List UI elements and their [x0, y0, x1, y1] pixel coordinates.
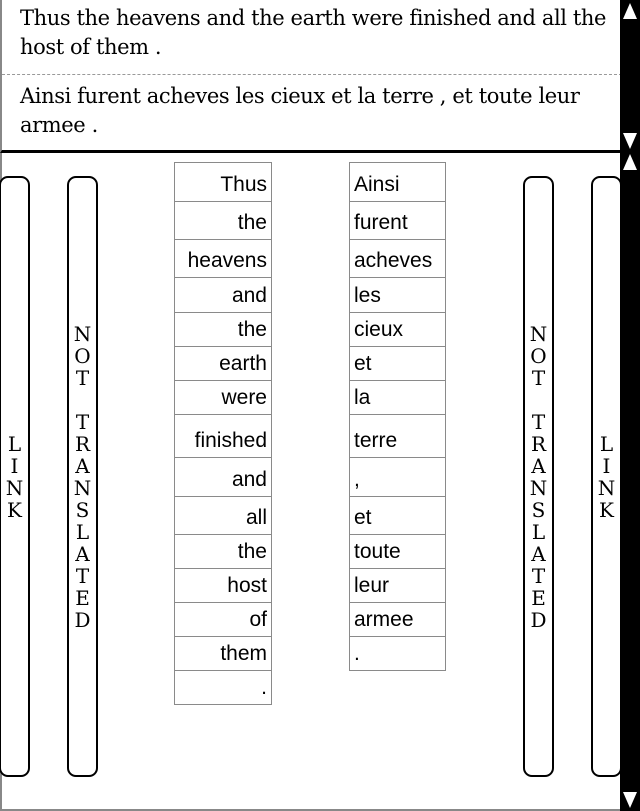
word-cell[interactable]: were — [174, 380, 272, 415]
word-cell[interactable]: heavens — [174, 239, 272, 278]
vertical-letter: L — [599, 431, 614, 456]
vertical-letter: S — [531, 497, 546, 522]
word-cell[interactable]: the — [174, 312, 272, 347]
word-cell[interactable]: all — [174, 496, 272, 535]
vertical-letter: L — [7, 431, 22, 456]
right-not-translated-label — [530, 323, 548, 631]
vertical-letter: T — [531, 409, 546, 434]
word-cell[interactable]: . — [349, 636, 446, 671]
word-cell[interactable]: . — [174, 670, 272, 705]
vertical-letter: N — [597, 475, 616, 500]
vertical-letter: T — [531, 365, 546, 390]
word-cell[interactable]: earth — [174, 346, 272, 381]
vertical-letter: O — [74, 343, 91, 368]
vertical-letter: D — [74, 607, 91, 632]
vertical-letter — [79, 389, 85, 411]
right-not-translated-button[interactable] — [523, 176, 554, 777]
vertical-letter: R — [74, 431, 91, 456]
word-cell[interactable]: of — [174, 602, 272, 637]
left-not-translated-label — [74, 323, 92, 631]
vertical-letter: L — [75, 519, 90, 544]
vertical-letter: K — [7, 497, 22, 522]
vertical-letter: S — [75, 497, 90, 522]
word-cell[interactable]: them — [174, 636, 272, 671]
word-cell[interactable]: , — [349, 457, 446, 497]
vertical-letter: N — [529, 475, 548, 500]
word-cell[interactable]: Ainsi — [349, 162, 446, 202]
word-cell[interactable]: cieux — [349, 312, 446, 347]
right-link-label — [598, 433, 616, 521]
scroll-down-arrow-icon[interactable] — [623, 792, 637, 808]
vertical-letter: N — [5, 475, 24, 500]
target-sentence: Ainsi furent acheves les cieux et la terre , et toute leur armee . — [20, 84, 580, 137]
word-cell[interactable]: les — [349, 277, 446, 313]
word-cell[interactable]: Thus — [174, 162, 272, 202]
word-cell[interactable]: acheves — [349, 239, 446, 278]
word-cell[interactable]: et — [349, 496, 446, 535]
word-cell[interactable]: leur — [349, 568, 446, 603]
vertical-letter: A — [75, 541, 90, 566]
sentence-divider — [2, 74, 622, 75]
word-cell[interactable]: armee — [349, 602, 446, 637]
word-cell[interactable]: la — [349, 380, 446, 415]
word-cell[interactable]: the — [174, 201, 272, 240]
vertical-letter: R — [530, 431, 547, 456]
word-cell[interactable]: and — [174, 457, 272, 497]
vertical-letter: T — [75, 409, 90, 434]
scroll-up-arrow-icon[interactable] — [623, 3, 637, 19]
alignment-pane-scrollbar[interactable] — [620, 153, 640, 811]
vertical-letter: E — [531, 585, 546, 610]
vertical-letter: K — [599, 497, 614, 522]
vertical-letter: N — [73, 475, 92, 500]
vertical-letter: N — [73, 321, 92, 346]
top-pane-scrollbar[interactable] — [620, 0, 640, 153]
vertical-letter: T — [75, 365, 90, 390]
word-cell[interactable]: the — [174, 534, 272, 569]
word-cell[interactable]: furent — [349, 201, 446, 240]
word-cell[interactable]: host — [174, 568, 272, 603]
sentence-pair-pane — [0, 0, 620, 153]
source-sentence: Thus the heavens and the earth were finished and all the host of them . — [20, 6, 607, 59]
vertical-letter: N — [529, 321, 548, 346]
vertical-letter: O — [530, 343, 547, 368]
word-cell[interactable]: finished — [174, 414, 272, 458]
word-cell[interactable]: toute — [349, 534, 446, 569]
scroll-down-arrow-icon[interactable] — [623, 133, 637, 149]
vertical-letter: E — [75, 585, 90, 610]
right-link-button[interactable] — [591, 176, 622, 777]
vertical-letter: L — [531, 519, 546, 544]
word-cell[interactable]: and — [174, 277, 272, 313]
scroll-up-arrow-icon[interactable] — [623, 154, 637, 170]
word-cell[interactable]: terre — [349, 414, 446, 458]
vertical-letter: A — [531, 453, 546, 478]
vertical-letter: D — [530, 607, 547, 632]
left-not-translated-button[interactable] — [67, 176, 98, 777]
word-cell[interactable]: et — [349, 346, 446, 381]
vertical-letter: T — [531, 563, 546, 588]
vertical-letter: A — [75, 453, 90, 478]
vertical-letter: I — [602, 453, 611, 478]
left-link-label — [6, 433, 24, 521]
vertical-letter: I — [10, 453, 19, 478]
vertical-letter: T — [75, 563, 90, 588]
vertical-letter: A — [531, 541, 546, 566]
vertical-letter — [535, 389, 541, 411]
left-link-button[interactable] — [0, 176, 30, 777]
